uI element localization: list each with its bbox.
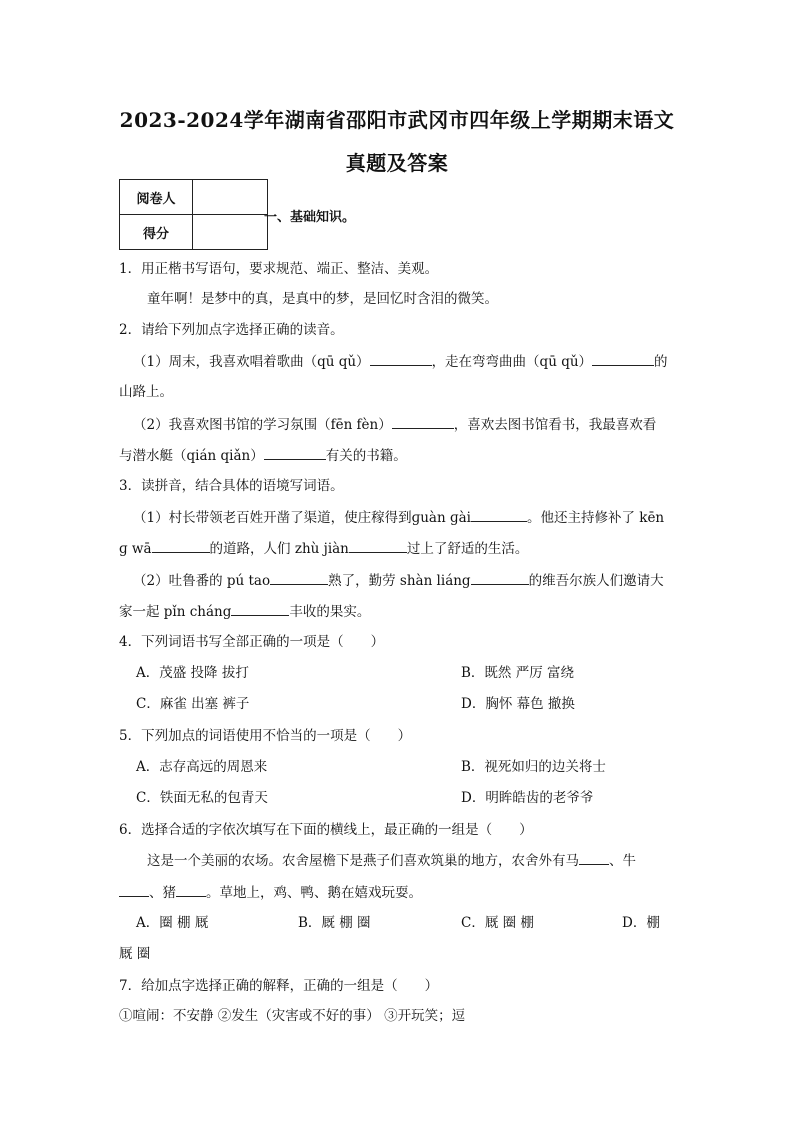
- page-title-line-2: 真题及答案: [345, 151, 449, 175]
- answer-blank[interactable]: [579, 850, 609, 865]
- question-6-option-d[interactable]: D．棚: [622, 915, 660, 931]
- question-3-sub-2-b: 熟了，勤劳 shàn liáng: [328, 573, 471, 589]
- reviewer-cell: [193, 180, 268, 215]
- question-2-sub-1-b: ，走在弯弯曲曲（qū qǔ）: [431, 354, 593, 370]
- question-6-option-b[interactable]: B．厩 棚 圈: [298, 915, 371, 931]
- question-3-sub-1-c: ɡ wā: [119, 541, 152, 557]
- score-table: [119, 179, 268, 250]
- answer-blank[interactable]: [471, 570, 529, 585]
- question-3-sub-1-a: （1）村长带领老百姓开凿了渠道，使庄稼得到ɡuàn ɡài: [133, 510, 471, 526]
- reviewer-label: 阅卷人: [120, 180, 193, 215]
- question-4-option-b[interactable]: B．既然 严厉 富绕: [461, 665, 575, 681]
- answer-blank[interactable]: [392, 414, 454, 429]
- question-2-sub-2: [133, 414, 656, 435]
- answer-blank[interactable]: [592, 351, 654, 366]
- answer-blank[interactable]: [370, 351, 432, 366]
- question-6-option-c[interactable]: C．厩 圈 棚: [461, 915, 534, 931]
- section-heading: 一、基础知识。: [264, 210, 356, 225]
- answer-blank[interactable]: [176, 882, 206, 897]
- question-6-option-d-cont[interactable]: 厩 圈: [119, 946, 151, 962]
- score-label: 得分: [120, 215, 193, 250]
- question-2-sub-2-d: 有关的书籍。: [325, 448, 407, 464]
- question-7-stem: 7．给加点字选择正确的解释，正确的一组是（ ）: [119, 978, 439, 994]
- question-3-sub-2-a: （2）吐鲁番的 pú tao: [133, 573, 271, 589]
- question-5-stem: 5．下列加点的词语使用不恰当的一项是（ ）: [119, 728, 412, 744]
- question-6-passage-2-b: 。草地上，鸡、鸭、鹅在嬉戏玩耍。: [206, 885, 422, 901]
- question-2-stem: 2．请给下列加点字选择正确的读音。: [119, 322, 344, 338]
- question-1-text: 童年啊！是梦中的真，是真中的梦，是回忆时含泪的微笑。: [147, 291, 498, 307]
- question-1-stem: 1．用正楷书写语句，要求规范、端正、整洁、美观。: [119, 261, 439, 277]
- question-2-sub-1-a: （1）周末，我喜欢唱着歌曲（qū qǔ）: [133, 354, 370, 370]
- question-4-option-d[interactable]: D．胸怀 幕色 撤换: [461, 696, 575, 712]
- question-6-stem: 6．选择合适的字依次填写在下面的横线上，最正确的一组是（ ）: [119, 822, 533, 838]
- question-6-passage-1: [147, 850, 636, 871]
- question-6-passage-2: [119, 882, 422, 903]
- answer-blank[interactable]: [152, 538, 210, 553]
- question-4-stem: 4．下列词语书写全部正确的一项是（ ）: [119, 634, 385, 650]
- question-3-sub-2-c: 的维吾尔族人们邀请大: [528, 573, 664, 589]
- question-2-sub-1: [133, 351, 668, 372]
- page-title-line-1: 2023-2024学年湖南省邵阳市武冈市四年级上学期期末语文: [119, 108, 675, 132]
- question-3-sub-1-e: 过上了舒适的生活。: [406, 541, 529, 557]
- question-3-sub-1-cont: [119, 538, 528, 559]
- answer-blank[interactable]: [264, 445, 326, 460]
- question-3-sub-1-d: 的道路，人们 zhù jiàn: [209, 541, 349, 557]
- question-4-option-c[interactable]: C．麻雀 出塞 裤子: [136, 696, 250, 712]
- question-2-sub-2-cont: [119, 445, 407, 466]
- question-2-sub-1-cont: 山路上。: [119, 384, 173, 400]
- question-2-sub-2-a: （2）我喜欢图书馆的学习氛围（fēn fèn）: [133, 417, 392, 433]
- question-5-option-b[interactable]: B．视死如归的边关将士: [461, 759, 606, 775]
- question-3-sub-2-d: 家一起 pǐn cháng: [119, 604, 232, 620]
- question-3-sub-2: [133, 570, 664, 591]
- question-7-definitions: ①喧闹：不安静 ②发生（灾害或不好的事） ③开玩笑；逗: [119, 1008, 466, 1024]
- question-2-sub-2-c: 与潜水艇（qián qiǎn）: [119, 448, 264, 464]
- question-6-passage-1-b: 、牛: [609, 853, 636, 869]
- question-4-option-a[interactable]: A．茂盛 投降 拔打: [136, 665, 249, 681]
- question-3-sub-2-e: 丰收的果实。: [289, 604, 371, 620]
- question-5-option-d[interactable]: D．明眸皓齿的老爷爷: [461, 790, 594, 806]
- answer-blank[interactable]: [231, 601, 289, 616]
- answer-blank[interactable]: [349, 538, 407, 553]
- question-2-sub-2-b: ，喜欢去图书馆看书，我最喜欢看: [453, 417, 657, 433]
- answer-blank[interactable]: [270, 570, 328, 585]
- question-6-passage-1-a: 这是一个美丽的农场。农舍屋檐下是燕子们喜欢筑巢的地方，农舍外有马: [147, 853, 579, 869]
- score-cell: [193, 215, 268, 250]
- answer-blank[interactable]: [471, 507, 527, 522]
- question-6-passage-2-a: 、猪: [149, 885, 176, 901]
- question-3-sub-2-cont: [119, 601, 370, 622]
- question-5-option-a[interactable]: A．志存高远的周恩来: [136, 759, 268, 775]
- question-3-sub-1: [133, 507, 664, 528]
- question-6-option-a[interactable]: A．圈 棚 厩: [136, 915, 209, 931]
- question-5-option-c[interactable]: C．铁面无私的包青天: [136, 790, 268, 806]
- question-3-stem: 3．读拼音，结合具体的语境写词语。: [119, 478, 344, 494]
- question-2-sub-1-c: 的: [654, 354, 668, 370]
- question-3-sub-1-b: 。他还主持修补了 kēn: [526, 510, 665, 526]
- answer-blank[interactable]: [119, 882, 149, 897]
